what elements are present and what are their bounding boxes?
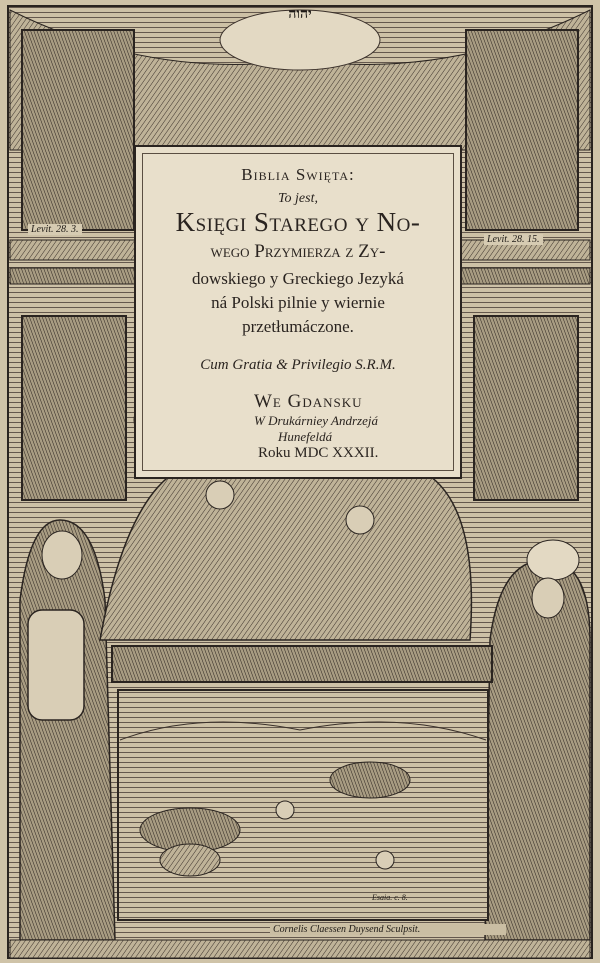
engraver-signature: Cornelis Claessen Duysend Sculpsit.	[270, 924, 506, 935]
reference-right: Levit. 28. 15.	[484, 234, 543, 245]
title-line-6: ná Polski pilnie y wiernie	[211, 293, 385, 312]
title-line-1: Biblia Swięta:	[241, 165, 355, 184]
title-line-3: Księgi Starego y No-	[175, 207, 421, 237]
title-line-5: dowskiego y Greckiego Jezyká	[192, 269, 404, 288]
title-cartouche	[134, 145, 462, 479]
reference-isaiah: Esaia. c. 8.	[372, 893, 408, 902]
imprint-city: We Gdansku	[254, 391, 363, 412]
divine-name-hebrew: יהוה	[288, 6, 312, 22]
reference-left: Levit. 28. 3.	[28, 224, 82, 235]
title-line-7: przetłumáczone.	[242, 317, 354, 336]
imprint-year: Roku MDC XXXII.	[258, 445, 379, 461]
imprint-printer-1: W Drukárniey Andrzejá	[254, 413, 378, 428]
imprint	[254, 391, 454, 462]
title-line-2: To jest,	[278, 191, 318, 206]
title-line-4: wego Przymierza z Zy-	[210, 241, 386, 262]
imprint-printer-2: Hunefeldá	[278, 429, 333, 444]
privilege-line: Cum Gratia & Privilegio S.R.M.	[200, 357, 396, 373]
